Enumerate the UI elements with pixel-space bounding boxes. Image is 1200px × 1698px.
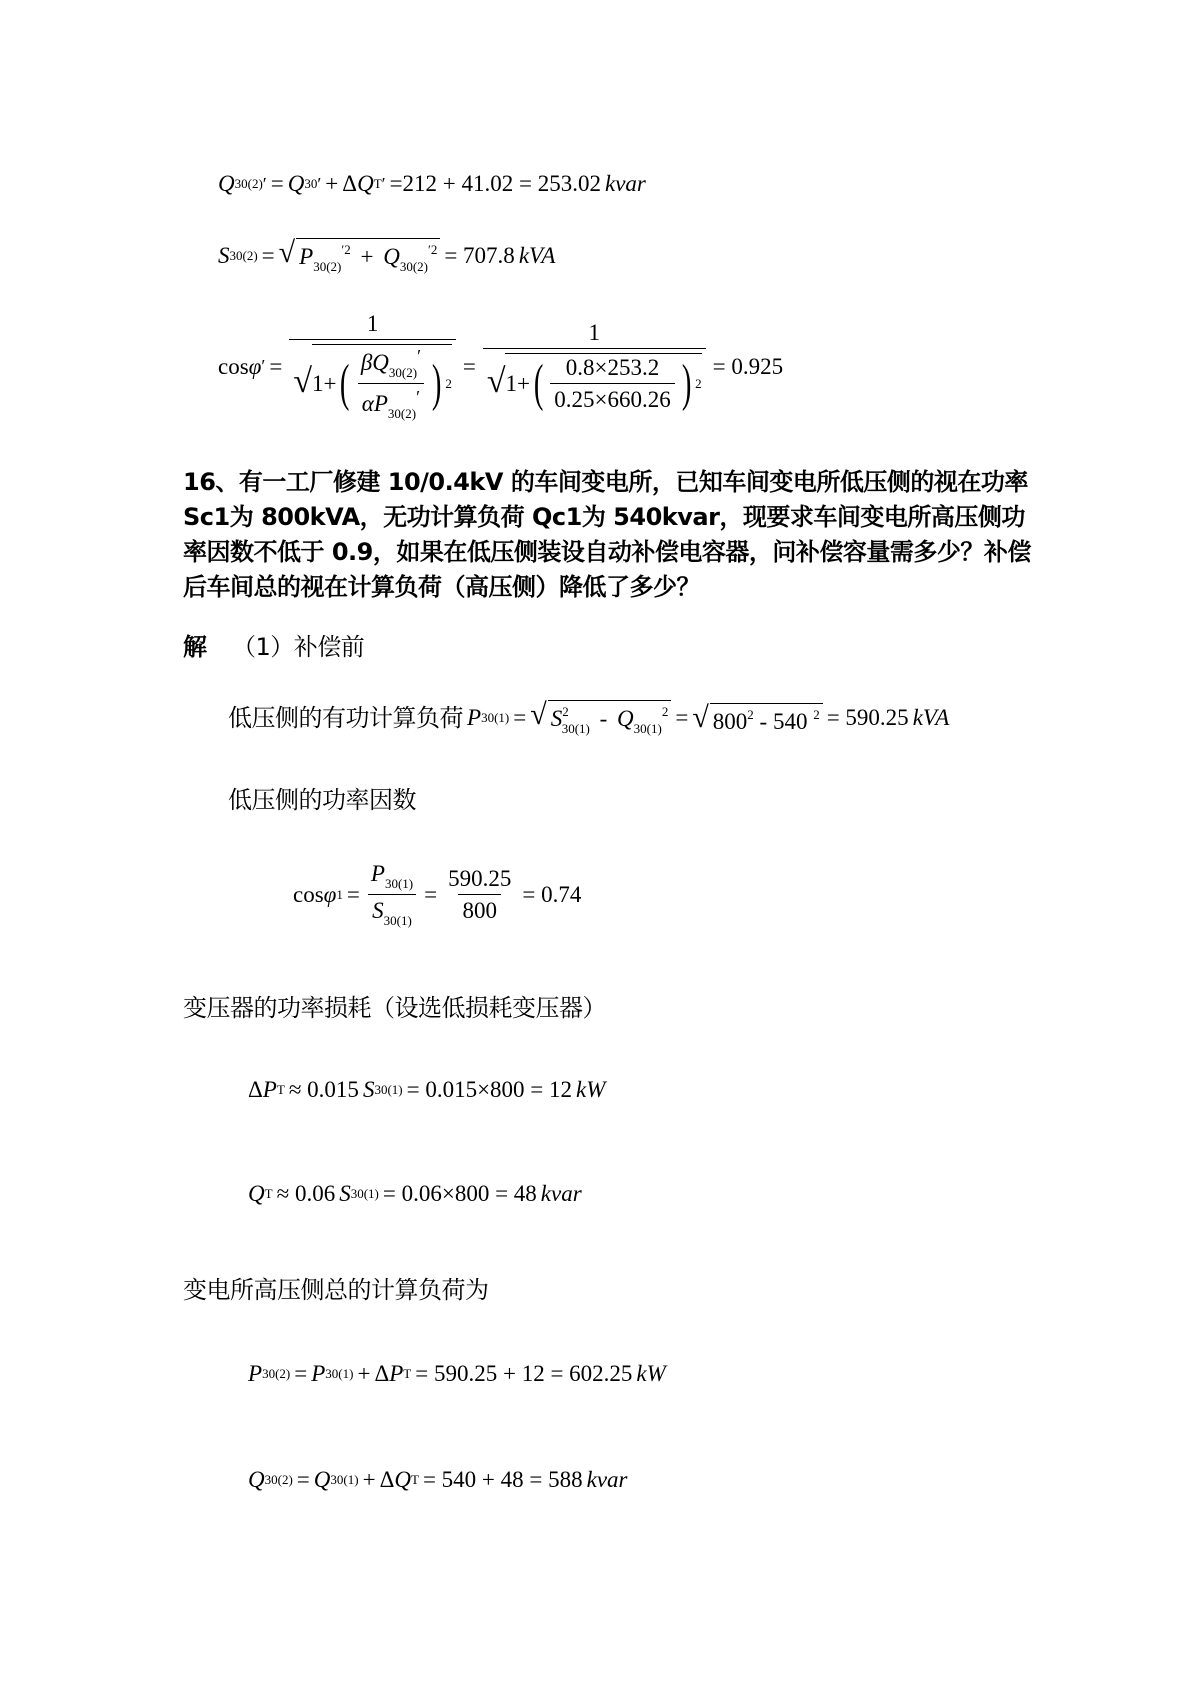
- p2-result: = 590.25 + 12 = 602.25: [415, 1361, 633, 1386]
- equation-p30-1: 低压侧的有功计算负荷 P 30(1) = √ $S^2_{30(1)} - Q_{30(1)}^2$ = √ $800^2 - 540$ $^2$ = 590.25 kVA: [228, 698, 950, 736]
- problem-16-text: 16、有一工厂修建 10/0.4kV 的车间变电所，已知车间变电所低压侧的视在功率 Sc1为 800kVA，无功计算负荷 Qc1为 540kvar，现要求车间变电所高压侧功率因数不低于 0.9，如果在低压侧装设自动补偿电容器，问补偿容量需多少？补偿后车间总的视在计算负荷（高压侧）降低了多少？: [183, 468, 1031, 601]
- dpt-result: = 0.015×800 = 12: [406, 1077, 573, 1102]
- eq1-result: =212 + 41.02 = 253.02: [389, 171, 601, 196]
- equation-cos-phi-prime: cos φ ′ = 1 √ 1+ ( $\frac{\beta Q_{30(2)}'}{\alpha P_{30(2)}'}$ ) 2 = 1 √ 1+ ( $\frac{0.8\times 253.2}{0.25\times 660.26}$ ) 2 = 0.925: [218, 311, 784, 421]
- cos-result: = 0.74: [522, 882, 582, 907]
- eq2-unit: kVA: [518, 243, 556, 268]
- eq3-frac-den: 0.25×660.26: [550, 383, 674, 411]
- qt-unit: kvar: [540, 1181, 582, 1206]
- eq3-num-2: 1: [588, 320, 600, 345]
- q2-result: = 540 + 48 = 588: [422, 1467, 583, 1492]
- qt-result: = 0.06×800 = 48: [382, 1181, 537, 1206]
- qt-expr: ≈ 0.06: [276, 1181, 336, 1206]
- pf-label: 低压侧的功率因数: [228, 786, 416, 814]
- dpt-unit: kW: [576, 1077, 606, 1102]
- q2-unit: kvar: [586, 1467, 628, 1492]
- p-result: = 590.25: [826, 705, 909, 730]
- eq3-result: = 0.925: [712, 353, 784, 379]
- equation-q30-2: Q 30(2) ′ = Q 30 ′ + Δ Q T ′ =212 + 41.02 = 253.02 kvar: [218, 171, 646, 196]
- eq3-frac-num: 0.8×253.2: [565, 355, 660, 380]
- cos-num: 590.25: [448, 866, 512, 891]
- solution-label: 解: [183, 633, 207, 661]
- p-label: 低压侧的有功计算负荷: [228, 703, 463, 732]
- p-unit: kVA: [912, 705, 950, 730]
- equation-s30-2: S 30(2) = √ $P_{30(2)}^{'2} + Q_{30(2)}^{'2}$ = 707.8 kVA: [218, 236, 556, 274]
- p2-unit: kW: [636, 1361, 666, 1386]
- eq2-result: = 707.8: [444, 243, 515, 268]
- equation-p30-2: P 30(2) = P 30(1) + Δ P T = 590.25 + 12 = 602.25 kW: [248, 1361, 666, 1386]
- solution-step1: （1）补偿前: [232, 633, 365, 661]
- equation-q30-2-total: Q 30(2) = Q 30(1) + Δ Q T = 540 + 48 = 588 kvar: [248, 1467, 628, 1492]
- loss-label: 变压器的功率损耗（设选低损耗变压器）: [183, 994, 606, 1022]
- equation-cos-phi-1: cos φ 1 = $\frac{P_{30(1)}}{S_{30(1)}}$ = $\frac{590.25}{800}$ = 0.74: [293, 861, 582, 928]
- equation-qt: Q T ≈ 0.06 S 30(1) = 0.06×800 = 48 kvar: [248, 1181, 582, 1206]
- equation-delta-pt: Δ P T ≈ 0.015 S 30(1) = 0.015×800 = 12 kW: [248, 1077, 606, 1102]
- eq1-unit: kvar: [605, 171, 646, 196]
- eq3-num-1: 1: [366, 311, 379, 336]
- dpt-expr: ≈ 0.015: [288, 1077, 359, 1102]
- total-label: 变电所高压侧总的计算负荷为: [183, 1276, 489, 1304]
- sqrt-symbol: √ $P_{30(2)}^{'2} + Q_{30(2)}^{'2}$: [279, 238, 441, 273]
- cos-den: 800: [458, 894, 501, 922]
